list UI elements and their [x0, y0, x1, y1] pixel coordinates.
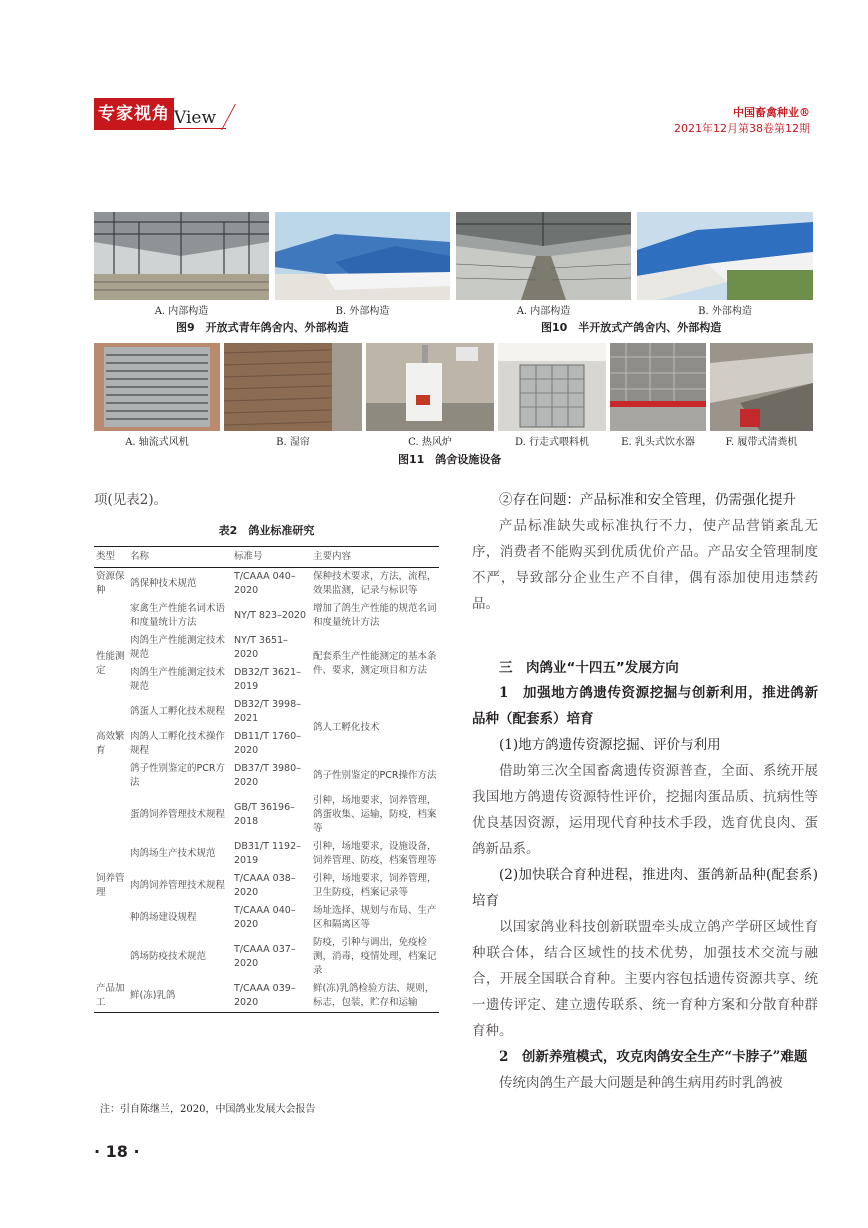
photo-fig9-interior — [94, 212, 269, 300]
cell-name: 鸽子性别鉴定的PCR方法 — [130, 763, 225, 788]
cell-name: 蛋鸽饲养管理技术规程 — [130, 809, 226, 820]
cell-number: T/CAAA 037–2020 — [234, 944, 296, 969]
cell-content: 鸽人工孵化技术 — [313, 722, 380, 733]
table-row — [94, 902, 439, 934]
cell-content: 防疫，引种与调出，免疫检测，消毒，疫情处理，档案记录 — [313, 937, 437, 976]
col-header-name: 名称 — [128, 547, 232, 568]
cell-type: 资源保种 — [96, 571, 125, 596]
cell-name: 家禽生产性能名词术语和度量统计方法 — [130, 603, 226, 628]
subsection-1-1-paragraph: 借助第三次全国畜禽遗传资源普查，全面、系统开展我国地方鸽遗传资源特性评价，挖掘肉蛋品质、抗病性等优良基因资源，运用现代育种技术手段，选育优良肉、蛋鸽新品系。 — [472, 763, 818, 857]
col-header-type: 类型 — [94, 547, 128, 568]
cell-name: 肉鸽场生产技术规范 — [130, 848, 216, 859]
cell-content: 鸽子性别鉴定的PCR操作方法 — [313, 770, 437, 781]
cell-name: 肉鸽饲养管理技术规程 — [130, 880, 226, 891]
photo-fig10-exterior — [637, 212, 813, 300]
fig11-subcaption-a: A. 轴流式风机 — [125, 437, 189, 448]
problem-paragraph: 产品标准缺失或标准执行不力，使产品营销紊乱无序，消费者不能购买到优质优价产品。产品安全管理制度不严，导致部分企业生产不自律，偶有添加使用违禁药品。 — [472, 518, 818, 612]
table-row — [94, 980, 439, 1013]
cell-type: 产品加工 — [94, 980, 128, 1013]
cell-content: 引种，场地要求，饲养管理，卫生防疫，档案记录等 — [313, 873, 437, 898]
subsection-1-heading: 1 加强地方鸽遗传资源挖掘与创新利用，推进鸽新品种（配套系）培育 — [472, 685, 818, 727]
table-row — [94, 568, 439, 601]
cell-content: 引种，场地要求，设施设备，饲养管理、防疫，档案管理等 — [313, 841, 437, 866]
fig9-subcaption-a: A. 内部构造 — [154, 306, 209, 317]
table-row — [94, 696, 439, 728]
table-row — [94, 792, 439, 838]
photo-fig9-exterior — [275, 212, 450, 300]
cell-name: 种鸽场建设规程 — [130, 912, 197, 923]
cell-type: 高效繁育 — [96, 731, 125, 756]
photo-fig11-fan — [94, 343, 220, 431]
subsection-2-paragraph: 传统肉鸽生产最大问题是种鸽生病用药时乳鸽被 — [499, 1075, 783, 1091]
table-row — [94, 934, 439, 980]
cell-name: 鸽场防疫技术规范 — [130, 951, 207, 962]
cell-number: DB37/T 3980–2020 — [234, 763, 301, 788]
subsection-1-1-heading: (1)地方鸽遗传资源挖掘、评价与利用 — [499, 737, 721, 753]
fig9-caption: 图9 开放式青年鸽舍内、外部构造 — [176, 321, 349, 334]
section-badge: 专家视角 — [94, 98, 174, 130]
subsection-1-2-paragraph: 以国家鸽业科技创新联盟牵头成立鸽产学研区域性育种联合体，结合区域性的技术优势，加强技术交流与融合，开展全国联合育种。主要内容包括遗传资源共享、统一遗传评定、建立遗传联系、统一育种方案和分散育种群育种。 — [472, 919, 818, 1039]
table-row — [94, 760, 439, 792]
fig9-subcaption-b: B. 外部构造 — [335, 306, 390, 317]
photo-fig11-nipple-drinker — [610, 343, 706, 431]
photo-fig11-hot-air-furnace — [366, 343, 494, 431]
fig11-subcaption-f: F. 履带式清粪机 — [725, 437, 798, 448]
cell-content: 保种技术要求，方法，流程，效果监测，记录与标识等 — [313, 571, 437, 596]
fig11-subcaption-b: B. 湿帘 — [276, 437, 310, 448]
cell-content: 配套系生产性能测定的基本条件、要求，测定项目和方法 — [313, 651, 437, 676]
cell-content: 增加了鸽生产性能的规范名词和度量统计方法 — [313, 603, 437, 628]
table-row — [94, 632, 439, 664]
cell-number: GB/T 36196–2018 — [234, 802, 295, 827]
problem-heading-line: ②存在问题：产品标准和安全管理，仍需强化提升 — [499, 492, 796, 508]
cell-number: T/CAAA 039–2020 — [232, 980, 311, 1013]
col-header-number: 标准号 — [232, 547, 311, 568]
photo-fig11-walking-feeder — [498, 343, 606, 431]
cell-name: 鲜(冻)乳鸽 — [128, 980, 232, 1013]
standards-table — [94, 546, 439, 1013]
table-row — [94, 870, 439, 902]
table-note: 注：引自陈继兰，2020，中国鸽业发展大会报告 — [100, 1104, 316, 1115]
cell-content: 场址选择、规划与布局、生产区和隔离区等 — [313, 905, 437, 930]
fig10-caption: 图10 半开放式产鸽舍内、外部构造 — [541, 321, 722, 334]
fig11-subcaption-d: D. 行走式喂料机 — [514, 437, 590, 448]
table-row — [94, 600, 439, 632]
table-header-row — [94, 547, 439, 568]
table-row — [94, 838, 439, 870]
cell-number: DB32/T 3998–2021 — [234, 699, 301, 724]
cell-number: DB31/T 1192–2019 — [234, 841, 301, 866]
cell-number: NY/T 823–2020 — [234, 610, 306, 621]
cell-type — [94, 600, 128, 632]
photo-fig11-belt-manure-cleaner — [710, 343, 813, 431]
cell-name: 肉鸽人工孵化技术操作规程 — [130, 731, 226, 756]
cell-number: NY/T 3651–2020 — [234, 635, 288, 660]
col-header-content: 主要内容 — [311, 547, 439, 568]
photo-fig10-interior — [456, 212, 631, 300]
cell-content: 引种，场地要求，饲养管理，鸽蛋收集、运输，防疫，档案等 — [313, 795, 437, 834]
cell-number: T/CAAA 038–2020 — [234, 873, 296, 898]
cell-name: 肉鸽生产性能测定技术规范 — [130, 667, 226, 692]
subsection-1-2-heading: (2)加快联合育种进程，推进肉、蛋鸽新品种(配套系)培育 — [472, 867, 818, 909]
cell-content: 鲜(冻)乳鸽检验方法、规则，标志，包装，贮存和运输 — [311, 980, 439, 1013]
cell-number: DB11/T 1760–2020 — [234, 731, 301, 756]
page-number: · 18 · — [94, 1142, 140, 1161]
cell-name: 鸽保种技术规范 — [130, 578, 197, 589]
photo-fig11-wet-curtain — [224, 343, 362, 431]
cell-name: 鸽蛋人工孵化技术规程 — [130, 706, 226, 717]
section-english-label: View — [174, 108, 217, 128]
magazine-name: 中国畜禽种业® — [733, 106, 810, 119]
fig11-subcaption-e: E. 乳头式饮水器 — [621, 437, 695, 448]
cell-type: 性能测定 — [96, 651, 125, 676]
cell-type: 饲养管理 — [96, 873, 125, 898]
subsection-2-heading: 2 创新养殖模式，攻克肉鸽安全生产“卡脖子”难题 — [499, 1049, 808, 1065]
section-3-heading: 三 肉鸽业“十四五”发展方向 — [499, 660, 679, 676]
cell-name: 肉鸽生产性能测定技术规范 — [130, 635, 226, 660]
fig10-subcaption-a: A. 内部构造 — [516, 306, 571, 317]
fig11-caption: 图11 鸽舍设施设备 — [398, 453, 502, 466]
fig11-subcaption-c: C. 热风炉 — [408, 437, 452, 448]
issue-info: 2021年12月第38卷第12期 — [674, 122, 810, 135]
table-title: 表2 鸽业标准研究 — [218, 524, 315, 537]
left-intro-text: 项(见表2)。 — [94, 492, 168, 508]
fig10-subcaption-b: B. 外部构造 — [698, 306, 752, 317]
cell-number: DB32/T 3621–2019 — [234, 667, 301, 692]
cell-number: T/CAAA 040–2020 — [234, 571, 296, 596]
cell-number: T/CAAA 040–2020 — [234, 905, 296, 930]
